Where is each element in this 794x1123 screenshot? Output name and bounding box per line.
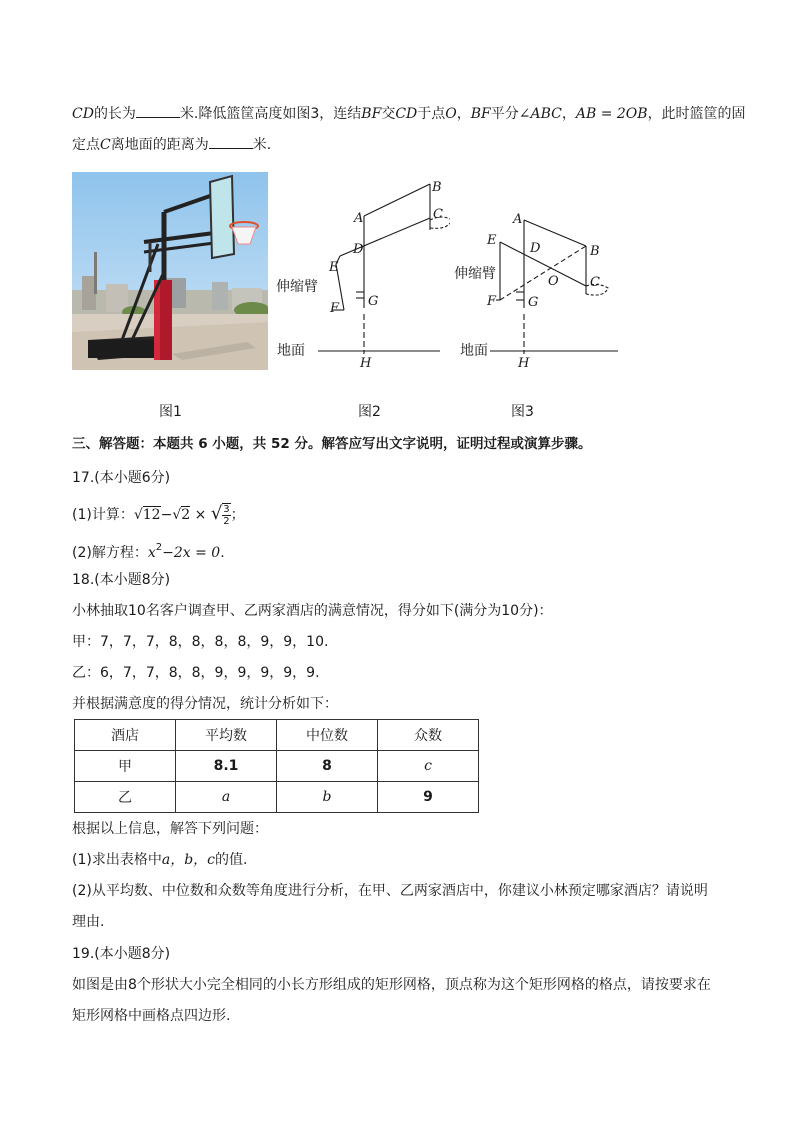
- q17-heading: 17.(本小题6分): [72, 470, 171, 486]
- q19-line2: 矩形网格中画格点四边形.: [72, 1008, 231, 1024]
- q18-analysis: 并根据满意度的得分情况，统计分析如下：: [72, 696, 338, 712]
- fig2-label-B: B: [432, 180, 442, 195]
- table-row: [75, 751, 479, 782]
- fig2-label-E: E: [329, 260, 339, 275]
- fig3-label-D: D: [530, 241, 541, 256]
- q17-part2: (2)解方程：$x^2-2x = 0$.: [72, 542, 225, 561]
- fig2-label-H: H: [360, 356, 372, 371]
- table-cell: 9: [378, 782, 479, 813]
- fig3-label-F: F: [487, 294, 497, 309]
- fig2-label-A: A: [354, 211, 364, 226]
- q16-line2: 定点C离地面的距离为 米.: [72, 134, 271, 155]
- fig2-arm-label: 伸缩臂: [276, 278, 318, 294]
- q17-part1: (1)计算：√12−√2 × √ $\frac{3}{2}$；: [72, 503, 245, 527]
- table-header-row: [75, 720, 479, 751]
- q18-yi-scores: 乙：6，7，7，8，8，9，9，9，9，9.: [72, 665, 320, 681]
- q18-part2: (2)从平均数、中位数和众数等角度进行分析，在甲、乙两家酒店中，你建议小林预定哪家酒店？请说明: [72, 883, 708, 899]
- q19-line1: 如图是由8个形状大小完全相同的小长方形组成的矩形网格，顶点称为这个矩形网格的格点，请按要求在: [72, 977, 711, 993]
- q18-part2-cont: 理由.: [72, 914, 105, 930]
- fig3-arm-label: 伸缩臂: [454, 265, 496, 281]
- table-cell: 8: [277, 751, 378, 782]
- table-header: 酒店: [75, 720, 176, 751]
- fig3-label-A: A: [513, 212, 523, 227]
- table-cell: b: [277, 782, 378, 813]
- fig3-label-B: B: [590, 244, 600, 259]
- fig3-label-H: H: [518, 356, 530, 371]
- table-cell: 甲: [75, 751, 176, 782]
- table-cell: 8.1: [176, 751, 277, 782]
- caption-fig1: 图1: [159, 404, 182, 420]
- q18-part1: (1)求出表格中a，b，c的值.: [72, 852, 248, 868]
- table-cell: a: [176, 782, 277, 813]
- q16-line1: CD的长为 米.降低篮筐高度如图3，连结BF交CD于点O，BF平分∠ABC，AB = 2OB，此时篮筐的固: [72, 103, 746, 124]
- table-header: 众数: [378, 720, 479, 751]
- caption-fig3: 图3: [511, 404, 534, 420]
- fig2-label-D: D: [353, 242, 364, 257]
- fig2-label-G: G: [368, 294, 379, 309]
- q18-intro: 小林抽取10名客户调查甲、乙两家酒店的满意情况，得分如下(满分为10分)：: [72, 603, 553, 619]
- fig2-ground-label: 地面: [277, 342, 305, 358]
- table-header: 平均数: [176, 720, 277, 751]
- stats-table: [74, 719, 479, 813]
- answer-blank-1[interactable]: [136, 103, 180, 118]
- fig3-label-G: G: [528, 295, 539, 310]
- section-3-heading: 三、解答题：本题共 6 小题，共 52 分。解答应写出文字说明，证明过程或演算步骤。: [72, 436, 592, 452]
- answer-blank-2[interactable]: [209, 134, 253, 149]
- q19-heading: 19.(本小题8分): [72, 946, 171, 962]
- q18-heading: 18.(本小题8分): [72, 572, 171, 588]
- q18-ask: 根据以上信息，解答下列问题：: [72, 821, 268, 837]
- caption-fig2: 图2: [358, 404, 381, 420]
- figure-2-diagram: [272, 168, 450, 378]
- table-cell: 乙: [75, 782, 176, 813]
- figure-3-diagram: [450, 168, 630, 378]
- fig3-label-E: E: [487, 233, 497, 248]
- q18-jia-scores: 甲：7，7，7，8，8，8，8，9，9，10.: [72, 634, 329, 650]
- fig2-label-C: C: [433, 207, 443, 222]
- fig3-label-C: C: [590, 275, 600, 290]
- table-header: 中位数: [277, 720, 378, 751]
- fig3-ground-label: 地面: [460, 342, 488, 358]
- fig2-label-F: F: [330, 301, 340, 316]
- table-cell: c: [378, 751, 479, 782]
- fig3-label-O: O: [548, 274, 559, 289]
- table-row: [75, 782, 479, 813]
- basketball-stand-photo: [72, 172, 268, 370]
